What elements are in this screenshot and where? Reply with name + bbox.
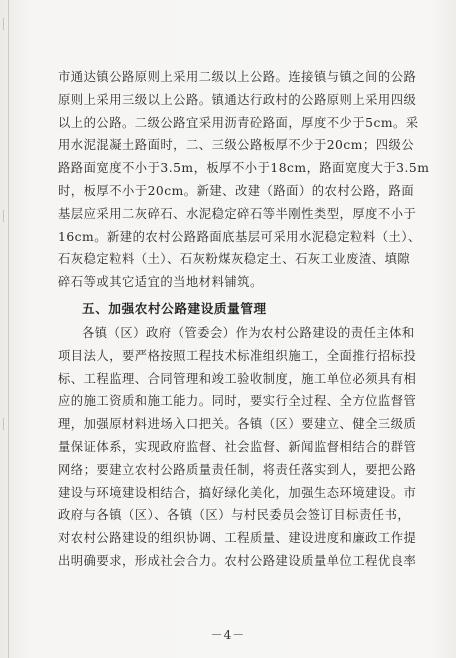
section-heading: 五、加强农村公路建设质量管理 — [82, 300, 267, 316]
text-line: 原则上采用三级以上公路。镇通达行政村的公路原则上采用四级 — [58, 92, 417, 107]
binding-mark — [3, 18, 14, 30]
text-line: 理，加强原材料进场入口把关。各镇（区）要建立、健全三级质 — [58, 417, 417, 432]
text-line: 出明确要求，形成社会合力。农村公路建设质量单位工程优良率 — [58, 553, 417, 568]
section-paragraph — [58, 322, 418, 573]
text-line: 时，板厚不小于20cm。新建、改建（路面）的农村公路，路面 — [58, 183, 415, 198]
text-line: 市通达镇公路原则上采用二级以上公路。连接镇与镇之间的公路 — [58, 70, 417, 84]
text-line: 标、工程监理、合同管理和竣工验收制度，施工单位必须具有相 — [58, 371, 417, 386]
text-line: 建设与环境建设相结合，搞好绿化美化，加强生态环境建设。市 — [58, 485, 417, 500]
text-line: 政府与各镇（区）、各镇（区）与村民委员会签订目标责任书， — [58, 508, 411, 523]
text-line: 以上的公路。二级公路宜采用沥青砼路面，厚度不少于5cm。采 — [58, 115, 419, 130]
text-line: 网络；要建立农村公路质量责任制，将责任落实到人，要把公路 — [58, 462, 417, 477]
text-line: 量保证体系，实现政府监督、社会监督、新闻监督相结合的群管 — [58, 439, 417, 454]
binding-mark — [3, 210, 14, 222]
document-body — [58, 66, 430, 573]
page-number: －4－ — [210, 628, 246, 642]
text-line: 基层应采用二灰碎石、水泥稳定碎石等半刚性类型，厚度不小于 — [58, 206, 417, 221]
text-line: 16cm。新建的农村公路路面底基层可采用水泥稳定粒料（土）、 — [58, 229, 421, 244]
text-line: 碎石等或其它适宜的当地材料铺筑。 — [58, 275, 263, 290]
binding-edge — [8, 0, 9, 658]
text-line: 各镇（区）政府（管委会）作为农村公路建设的责任主体和 — [82, 325, 415, 340]
text-line: 路路面宽度不小于3.5m，板厚不小于18cm，路面宽度大于3.5m — [58, 161, 430, 176]
text-line: 用水泥混凝土路面时，二、三级公路板厚不少于20cm；四级公 — [58, 138, 415, 153]
text-line: 石灰稳定粒料（土）、石灰粉煤灰稳定土、石灰工业废渣、填隙 — [58, 252, 411, 267]
binding-mark — [3, 418, 14, 430]
text-line: 应的施工资质和施工能力。同时，要实行全过程、全方位监督管 — [58, 394, 417, 409]
text-line: 对农村公路建设的组织协调、工程质量、建设进度和廉政工作提 — [58, 531, 417, 546]
continued-paragraph — [58, 66, 430, 294]
text-line: 项目法人，要严格按照工程技术标准组织施工，全面推行招标投 — [58, 348, 417, 363]
